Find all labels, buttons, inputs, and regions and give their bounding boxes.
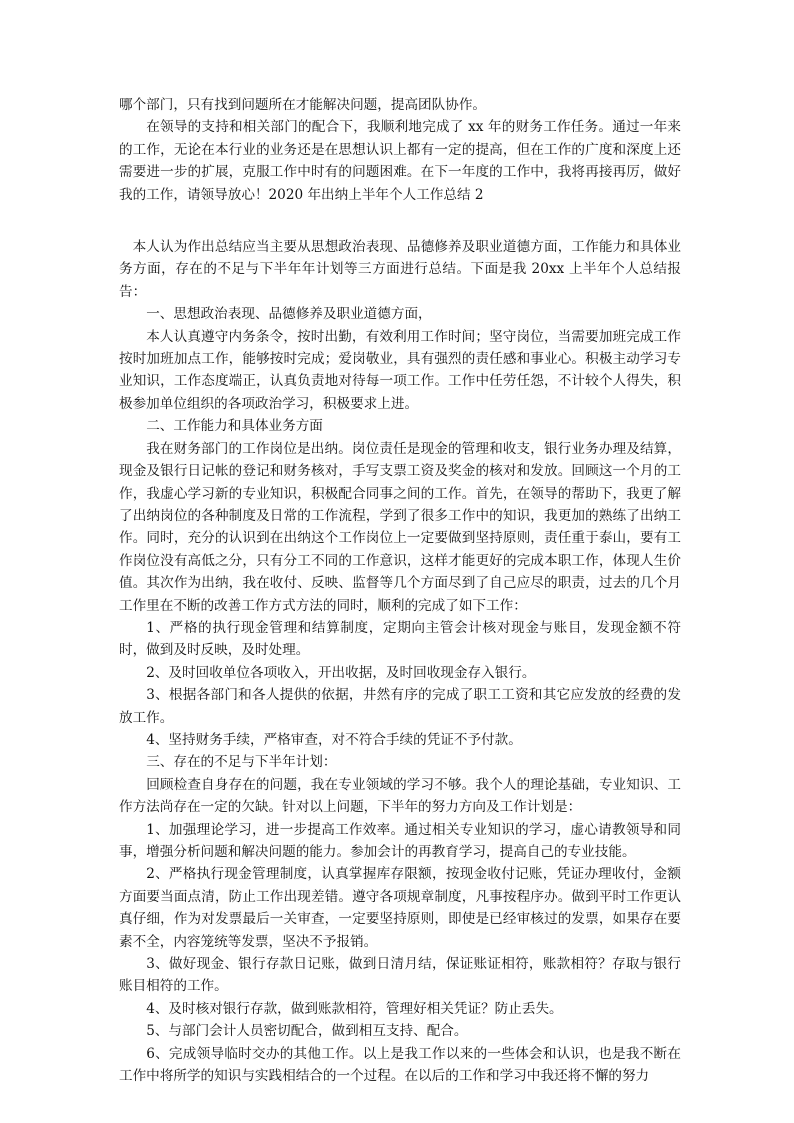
list-item-done-2: 2、及时回收单位各项收入，开出收据，及时回收现金存入银行。 <box>146 664 536 681</box>
list-item-plan-1: 1、加强理论学习，进一步提高工作效率。通过相关专业知识的学习，虚心请教领导和同事，增强分析问题和解决问题的能力。参加会计的再教育学习，提高自己的专业技能。 <box>119 821 681 860</box>
list-item-plan-6: 6、完成领导临时交办的其他工作。以上是我工作以来的一些体会和认识，也是我不断在工作中将所学的知识与实践相结合的一个过程。在以后的工作和学习中我还将不懈的努力 <box>119 1045 681 1085</box>
list-item-plan-3: 3、做好现金、银行存款日记账，做到日清月结，保证账证相符，账款相符？存取与银行账目相符的工作。 <box>119 956 681 995</box>
document-page <box>119 94 681 1087</box>
section-gap <box>119 206 681 236</box>
list-item-plan-5: 5、与部门会计人员密切配合，做到相互支持、配合。 <box>146 1023 468 1040</box>
list-item-plan-4: 4、及时核对银行存款，做到账款相符，管理好相关凭证？防止丢失。 <box>146 1000 563 1017</box>
list-item-plan-2: 2、严格执行现金管理制度，认真掌握库存限额，按现金收付记账，凭证办理收付，金额方面要当面点清，防止工作出现差错。遵守各项规章制度，凡事按程序办。做到平时工作更认真仔细，作为对发票最后一关审查，一定要坚持原则，即使是已经审核过的发票，如果存在要素不全，内容笼统等发票，坚决不予报销。 <box>119 866 681 950</box>
heading-section-3: 三、存在的不足与下半年计划： <box>146 754 337 771</box>
paragraph-continuation: 哪个部门，只有找到问题所在才能解决问题，提高团队协作。 <box>119 97 487 113</box>
list-item-done-3: 3、根据各部门和各人提供的依据，井然有序的完成了职工工资和其它应发放的经费的发放工作。 <box>119 687 681 726</box>
list-item-done-1: 1、严格的执行现金管理和结算制度，定期向主管会计核对现金与账目，发现金额不符时，做到及时反映，及时处理。 <box>119 619 681 659</box>
heading-section-1: 一、思想政治表现、品德修养及职业道德方面， <box>146 306 432 323</box>
paragraph-intro: 本人认为作出总结应当主要从思想政治表现、品德修养及职业道德方面，工作能力和具体业务方面，存在的不足与下半年年计划等三方面进行总结。下面是我 20xx 上半年个人总结报告： <box>119 239 681 300</box>
paragraph-work-ability: 我在财务部门的工作岗位是出纳。岗位责任是现金的管理和收支，银行业务办理及结算，现金及银行日记帐的登记和财务核对，手写支票工资及奖金的核对和发放。回顾这一个月的工作，我虚心学习新的专业知识，积极配合同事之间的工作。首先，在领导的帮助下，我更了解了出纳岗位的各种制度及日常的工作流程，学到了很多工作中的知识，我更加的熟练了出纳工作。同时，充分的认识到在出纳这个工作岗位上一定要做到坚持原则，责任重于泰山，要有工作岗位没有高低之分，只有分工不同的工作意识，这样才能更好的完成本职工作，体现人生价值。其次作为出纳，我在收付、反映、监督等几个方面尽到了自己应尽的职责，过去的几个月工作里在不断的改善工作方式方法的同时，顺利的完成了如下工作： <box>119 440 681 614</box>
heading-section-2: 二、工作能力和具体业务方面 <box>146 418 323 435</box>
paragraph-political: 本人认真遵守内务条令，按时出勤，有效利用工作时间；坚守岗位，当需要加班完成工作按时加班加点工作，能够按时完成；爱岗敬业，具有强烈的责任感和事业心。积极主动学习专业知识，工作态度端正，认真负责地对待每一项工作。工作中任劳任怨，不计较个人得失，积极参加单位组织的各项政治学习，积极要求上进。 <box>119 328 681 412</box>
paragraph-shortcomings: 回顾检查自身存在的问题，我在专业领域的学习不够。我个人的理论基础，专业知识、工作方法尚存在一定的欠缺。针对以上问题，下半年的努力方向及工作计划是： <box>119 776 681 816</box>
paragraph-summary: 在领导的支持和相关部门的配合下，我顺利地完成了 xx 年的财务工作任务。通过一年来的工作，无论在本行业的业务还是在思想认识上都有一定的提高，但在工作的广度和深度上还需要进一步的扩展，克服工作中时有的问题困难。在下一年度的工作中，我将再接再厉，做好我的工作，请领导放心！2020 年出纳上半年个人工作总结 2 <box>119 119 681 203</box>
list-item-done-4: 4、坚持财务手续，严格审查，对不符合手续的凭证不予付款。 <box>146 731 522 748</box>
